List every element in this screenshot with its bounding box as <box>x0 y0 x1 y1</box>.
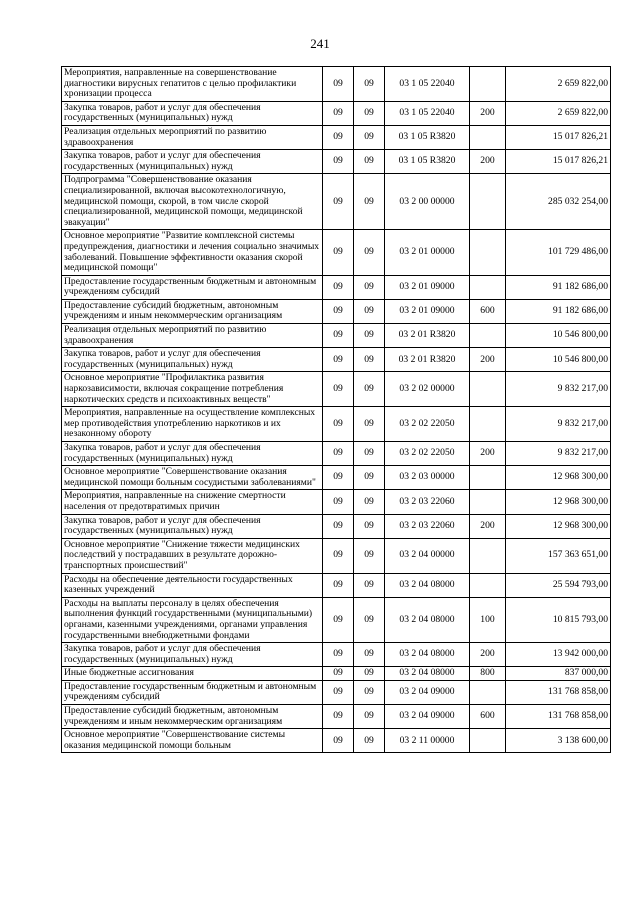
expense-type-cell <box>470 230 506 275</box>
subsection-code-cell: 09 <box>354 538 385 573</box>
table-row <box>62 125 611 149</box>
target-article-cell: 03 2 11 00000 <box>385 729 470 753</box>
subsection-code-cell: 09 <box>354 514 385 538</box>
amount-cell: 15 017 826,21 <box>506 150 611 174</box>
target-article-cell: 03 1 05 R3820 <box>385 125 470 149</box>
subsection-code-cell: 09 <box>354 348 385 372</box>
row-name-cell: Иные бюджетные ассигнования <box>62 667 323 681</box>
subsection-code-cell: 09 <box>354 442 385 466</box>
section-code-cell: 09 <box>323 442 354 466</box>
section-code-cell: 09 <box>323 372 354 407</box>
target-article-cell: 03 2 01 00000 <box>385 230 470 275</box>
target-article-cell: 03 2 01 R3820 <box>385 348 470 372</box>
table-row <box>62 372 611 407</box>
table-row <box>62 597 611 642</box>
amount-cell: 157 363 651,00 <box>506 538 611 573</box>
expense-type-cell: 100 <box>470 597 506 642</box>
expense-type-cell: 600 <box>470 299 506 323</box>
expense-type-cell <box>470 538 506 573</box>
section-code-cell: 09 <box>323 67 354 102</box>
subsection-code-cell: 09 <box>354 125 385 149</box>
section-code-cell: 09 <box>323 597 354 642</box>
budget-table-body <box>62 67 611 753</box>
section-code-cell: 09 <box>323 101 354 125</box>
target-article-cell: 03 1 05 R3820 <box>385 150 470 174</box>
section-code-cell: 09 <box>323 299 354 323</box>
row-name-cell: Закупка товаров, работ и услуг для обеспечения государственных (муниципальных) нужд <box>62 514 323 538</box>
target-article-cell: 03 2 01 09000 <box>385 275 470 299</box>
row-name-cell: Подпрограмма "Совершенствование оказания специализированной, включая высокотехнологичную, медицинской помощи, скорой, в том числе скорой специализированной, медицинской помощи, медицинской эвакуации" <box>62 174 323 230</box>
target-article-cell: 03 2 01 09000 <box>385 299 470 323</box>
expense-type-cell: 200 <box>470 643 506 667</box>
expense-type-cell <box>470 67 506 102</box>
expense-type-cell <box>470 573 506 597</box>
row-name-cell: Основное мероприятие "Совершенствование системы оказания медицинской помощи больным <box>62 729 323 753</box>
amount-cell: 285 032 254,00 <box>506 174 611 230</box>
amount-cell: 10 546 800,00 <box>506 324 611 348</box>
expense-type-cell: 200 <box>470 150 506 174</box>
expense-type-cell: 200 <box>470 442 506 466</box>
row-name-cell: Предоставление государственным бюджетным и автономным учреждениям субсидий <box>62 680 323 704</box>
subsection-code-cell: 09 <box>354 275 385 299</box>
subsection-code-cell: 09 <box>354 230 385 275</box>
expense-type-cell: 200 <box>470 348 506 372</box>
section-code-cell: 09 <box>323 538 354 573</box>
row-name-cell: Предоставление государственным бюджетным и автономным учреждениям субсидий <box>62 275 323 299</box>
target-article-cell: 03 2 03 22060 <box>385 514 470 538</box>
section-code-cell: 09 <box>323 680 354 704</box>
amount-cell: 131 768 858,00 <box>506 705 611 729</box>
page-number: 241 <box>310 36 330 51</box>
subsection-code-cell: 09 <box>354 299 385 323</box>
table-row <box>62 680 611 704</box>
target-article-cell: 03 2 04 08000 <box>385 643 470 667</box>
section-code-cell: 09 <box>323 324 354 348</box>
section-code-cell: 09 <box>323 514 354 538</box>
table-row <box>62 466 611 490</box>
table-row <box>62 101 611 125</box>
expense-type-cell: 200 <box>470 514 506 538</box>
section-code-cell: 09 <box>323 150 354 174</box>
expense-type-cell <box>470 407 506 442</box>
amount-cell: 2 659 822,00 <box>506 67 611 102</box>
subsection-code-cell: 09 <box>354 643 385 667</box>
row-name-cell: Реализация отдельных мероприятий по развитию здравоохранения <box>62 125 323 149</box>
table-row <box>62 299 611 323</box>
subsection-code-cell: 09 <box>354 573 385 597</box>
row-name-cell: Расходы на выплаты персоналу в целях обеспечения выполнения функций государственными (муниципальными) органами, казенными учреждениями, органами управления государственными внебюджетными фондами <box>62 597 323 642</box>
target-article-cell: 03 1 05 22040 <box>385 67 470 102</box>
target-article-cell: 03 2 02 22050 <box>385 407 470 442</box>
subsection-code-cell: 09 <box>354 705 385 729</box>
expense-type-cell: 800 <box>470 667 506 681</box>
amount-cell: 3 138 600,00 <box>506 729 611 753</box>
amount-cell: 10 815 793,00 <box>506 597 611 642</box>
section-code-cell: 09 <box>323 174 354 230</box>
table-row <box>62 729 611 753</box>
section-code-cell: 09 <box>323 125 354 149</box>
section-code-cell: 09 <box>323 490 354 514</box>
budget-table <box>61 66 611 753</box>
expense-type-cell <box>470 680 506 704</box>
target-article-cell: 03 2 03 00000 <box>385 466 470 490</box>
subsection-code-cell: 09 <box>354 490 385 514</box>
target-article-cell: 03 2 04 08000 <box>385 667 470 681</box>
table-row <box>62 275 611 299</box>
row-name-cell: Реализация отдельных мероприятий по развитию здравоохранения <box>62 324 323 348</box>
table-row <box>62 705 611 729</box>
expense-type-cell <box>470 466 506 490</box>
expense-type-cell <box>470 125 506 149</box>
amount-cell: 13 942 000,00 <box>506 643 611 667</box>
amount-cell: 9 832 217,00 <box>506 407 611 442</box>
amount-cell: 91 182 686,00 <box>506 275 611 299</box>
subsection-code-cell: 09 <box>354 407 385 442</box>
row-name-cell: Закупка товаров, работ и услуг для обеспечения государственных (муниципальных) нужд <box>62 442 323 466</box>
expense-type-cell <box>470 490 506 514</box>
subsection-code-cell: 09 <box>354 324 385 348</box>
table-row <box>62 174 611 230</box>
subsection-code-cell: 09 <box>354 101 385 125</box>
table-row <box>62 348 611 372</box>
section-code-cell: 09 <box>323 230 354 275</box>
row-name-cell: Расходы на обеспечение деятельности государственных казенных учреждений <box>62 573 323 597</box>
target-article-cell: 03 2 02 22050 <box>385 442 470 466</box>
amount-cell: 9 832 217,00 <box>506 442 611 466</box>
table-row <box>62 150 611 174</box>
row-name-cell: Основное мероприятие "Развитие комплексной системы предупреждения, диагностики и лечения социально значимых заболеваний. Повышение эффективности оказания скорой медицинской помощи" <box>62 230 323 275</box>
target-article-cell: 03 1 05 22040 <box>385 101 470 125</box>
table-row <box>62 490 611 514</box>
section-code-cell: 09 <box>323 348 354 372</box>
target-article-cell: 03 2 04 08000 <box>385 573 470 597</box>
table-row <box>62 643 611 667</box>
expense-type-cell <box>470 275 506 299</box>
table-row <box>62 324 611 348</box>
amount-cell: 15 017 826,21 <box>506 125 611 149</box>
amount-cell: 12 968 300,00 <box>506 490 611 514</box>
row-name-cell: Мероприятия, направленные на совершенствование диагностики вирусных гепатитов с целью профилактики хронизации процесса <box>62 67 323 102</box>
expense-type-cell <box>470 729 506 753</box>
expense-type-cell <box>470 372 506 407</box>
table-row <box>62 442 611 466</box>
row-name-cell: Закупка товаров, работ и услуг для обеспечения государственных (муниципальных) нужд <box>62 101 323 125</box>
expense-type-cell <box>470 174 506 230</box>
amount-cell: 9 832 217,00 <box>506 372 611 407</box>
target-article-cell: 03 2 02 00000 <box>385 372 470 407</box>
row-name-cell: Предоставление субсидий бюджетным, автономным учреждениям и иным некоммерческим организациям <box>62 299 323 323</box>
section-code-cell: 09 <box>323 573 354 597</box>
row-name-cell: Закупка товаров, работ и услуг для обеспечения государственных (муниципальных) нужд <box>62 150 323 174</box>
amount-cell: 2 659 822,00 <box>506 101 611 125</box>
table-row <box>62 514 611 538</box>
target-article-cell: 03 2 04 00000 <box>385 538 470 573</box>
amount-cell: 12 968 300,00 <box>506 466 611 490</box>
amount-cell: 25 594 793,00 <box>506 573 611 597</box>
row-name-cell: Основное мероприятие "Совершенствование оказания медицинской помощи больным сосудистыми заболеваниями" <box>62 466 323 490</box>
subsection-code-cell: 09 <box>354 729 385 753</box>
subsection-code-cell: 09 <box>354 67 385 102</box>
subsection-code-cell: 09 <box>354 597 385 642</box>
expense-type-cell: 600 <box>470 705 506 729</box>
expense-type-cell: 200 <box>470 101 506 125</box>
table-row <box>62 538 611 573</box>
target-article-cell: 03 2 03 22060 <box>385 490 470 514</box>
table-row <box>62 230 611 275</box>
row-name-cell: Закупка товаров, работ и услуг для обеспечения государственных (муниципальных) нужд <box>62 348 323 372</box>
table-row <box>62 407 611 442</box>
target-article-cell: 03 2 04 08000 <box>385 597 470 642</box>
table-row <box>62 667 611 681</box>
section-code-cell: 09 <box>323 643 354 667</box>
subsection-code-cell: 09 <box>354 680 385 704</box>
amount-cell: 131 768 858,00 <box>506 680 611 704</box>
amount-cell: 837 000,00 <box>506 667 611 681</box>
amount-cell: 91 182 686,00 <box>506 299 611 323</box>
target-article-cell: 03 2 04 09000 <box>385 680 470 704</box>
table-row <box>62 573 611 597</box>
subsection-code-cell: 09 <box>354 150 385 174</box>
subsection-code-cell: 09 <box>354 466 385 490</box>
subsection-code-cell: 09 <box>354 372 385 407</box>
section-code-cell: 09 <box>323 667 354 681</box>
row-name-cell: Мероприятия, направленные на осуществление комплексных мер противодействия употреблению наркотиков и их незаконному обороту <box>62 407 323 442</box>
row-name-cell: Мероприятия, направленные на снижение смертности населения от предотвратимых причин <box>62 490 323 514</box>
row-name-cell: Основное мероприятие "Профилактика развития наркозависимости, включая сокращение потребления наркотических средств и психоактивных веществ" <box>62 372 323 407</box>
expense-type-cell <box>470 324 506 348</box>
section-code-cell: 09 <box>323 275 354 299</box>
subsection-code-cell: 09 <box>354 667 385 681</box>
section-code-cell: 09 <box>323 729 354 753</box>
amount-cell: 10 546 800,00 <box>506 348 611 372</box>
amount-cell: 101 729 486,00 <box>506 230 611 275</box>
section-code-cell: 09 <box>323 705 354 729</box>
section-code-cell: 09 <box>323 407 354 442</box>
subsection-code-cell: 09 <box>354 174 385 230</box>
row-name-cell: Предоставление субсидий бюджетным, автономным учреждениям и иным некоммерческим организациям <box>62 705 323 729</box>
table-row <box>62 67 611 102</box>
section-code-cell: 09 <box>323 466 354 490</box>
target-article-cell: 03 2 00 00000 <box>385 174 470 230</box>
row-name-cell: Закупка товаров, работ и услуг для обеспечения государственных (муниципальных) нужд <box>62 643 323 667</box>
amount-cell: 12 968 300,00 <box>506 514 611 538</box>
row-name-cell: Основное мероприятие "Снижение тяжести медицинских последствий у пострадавших в результате дорожно-транспортных происшествий" <box>62 538 323 573</box>
target-article-cell: 03 2 01 R3820 <box>385 324 470 348</box>
target-article-cell: 03 2 04 09000 <box>385 705 470 729</box>
